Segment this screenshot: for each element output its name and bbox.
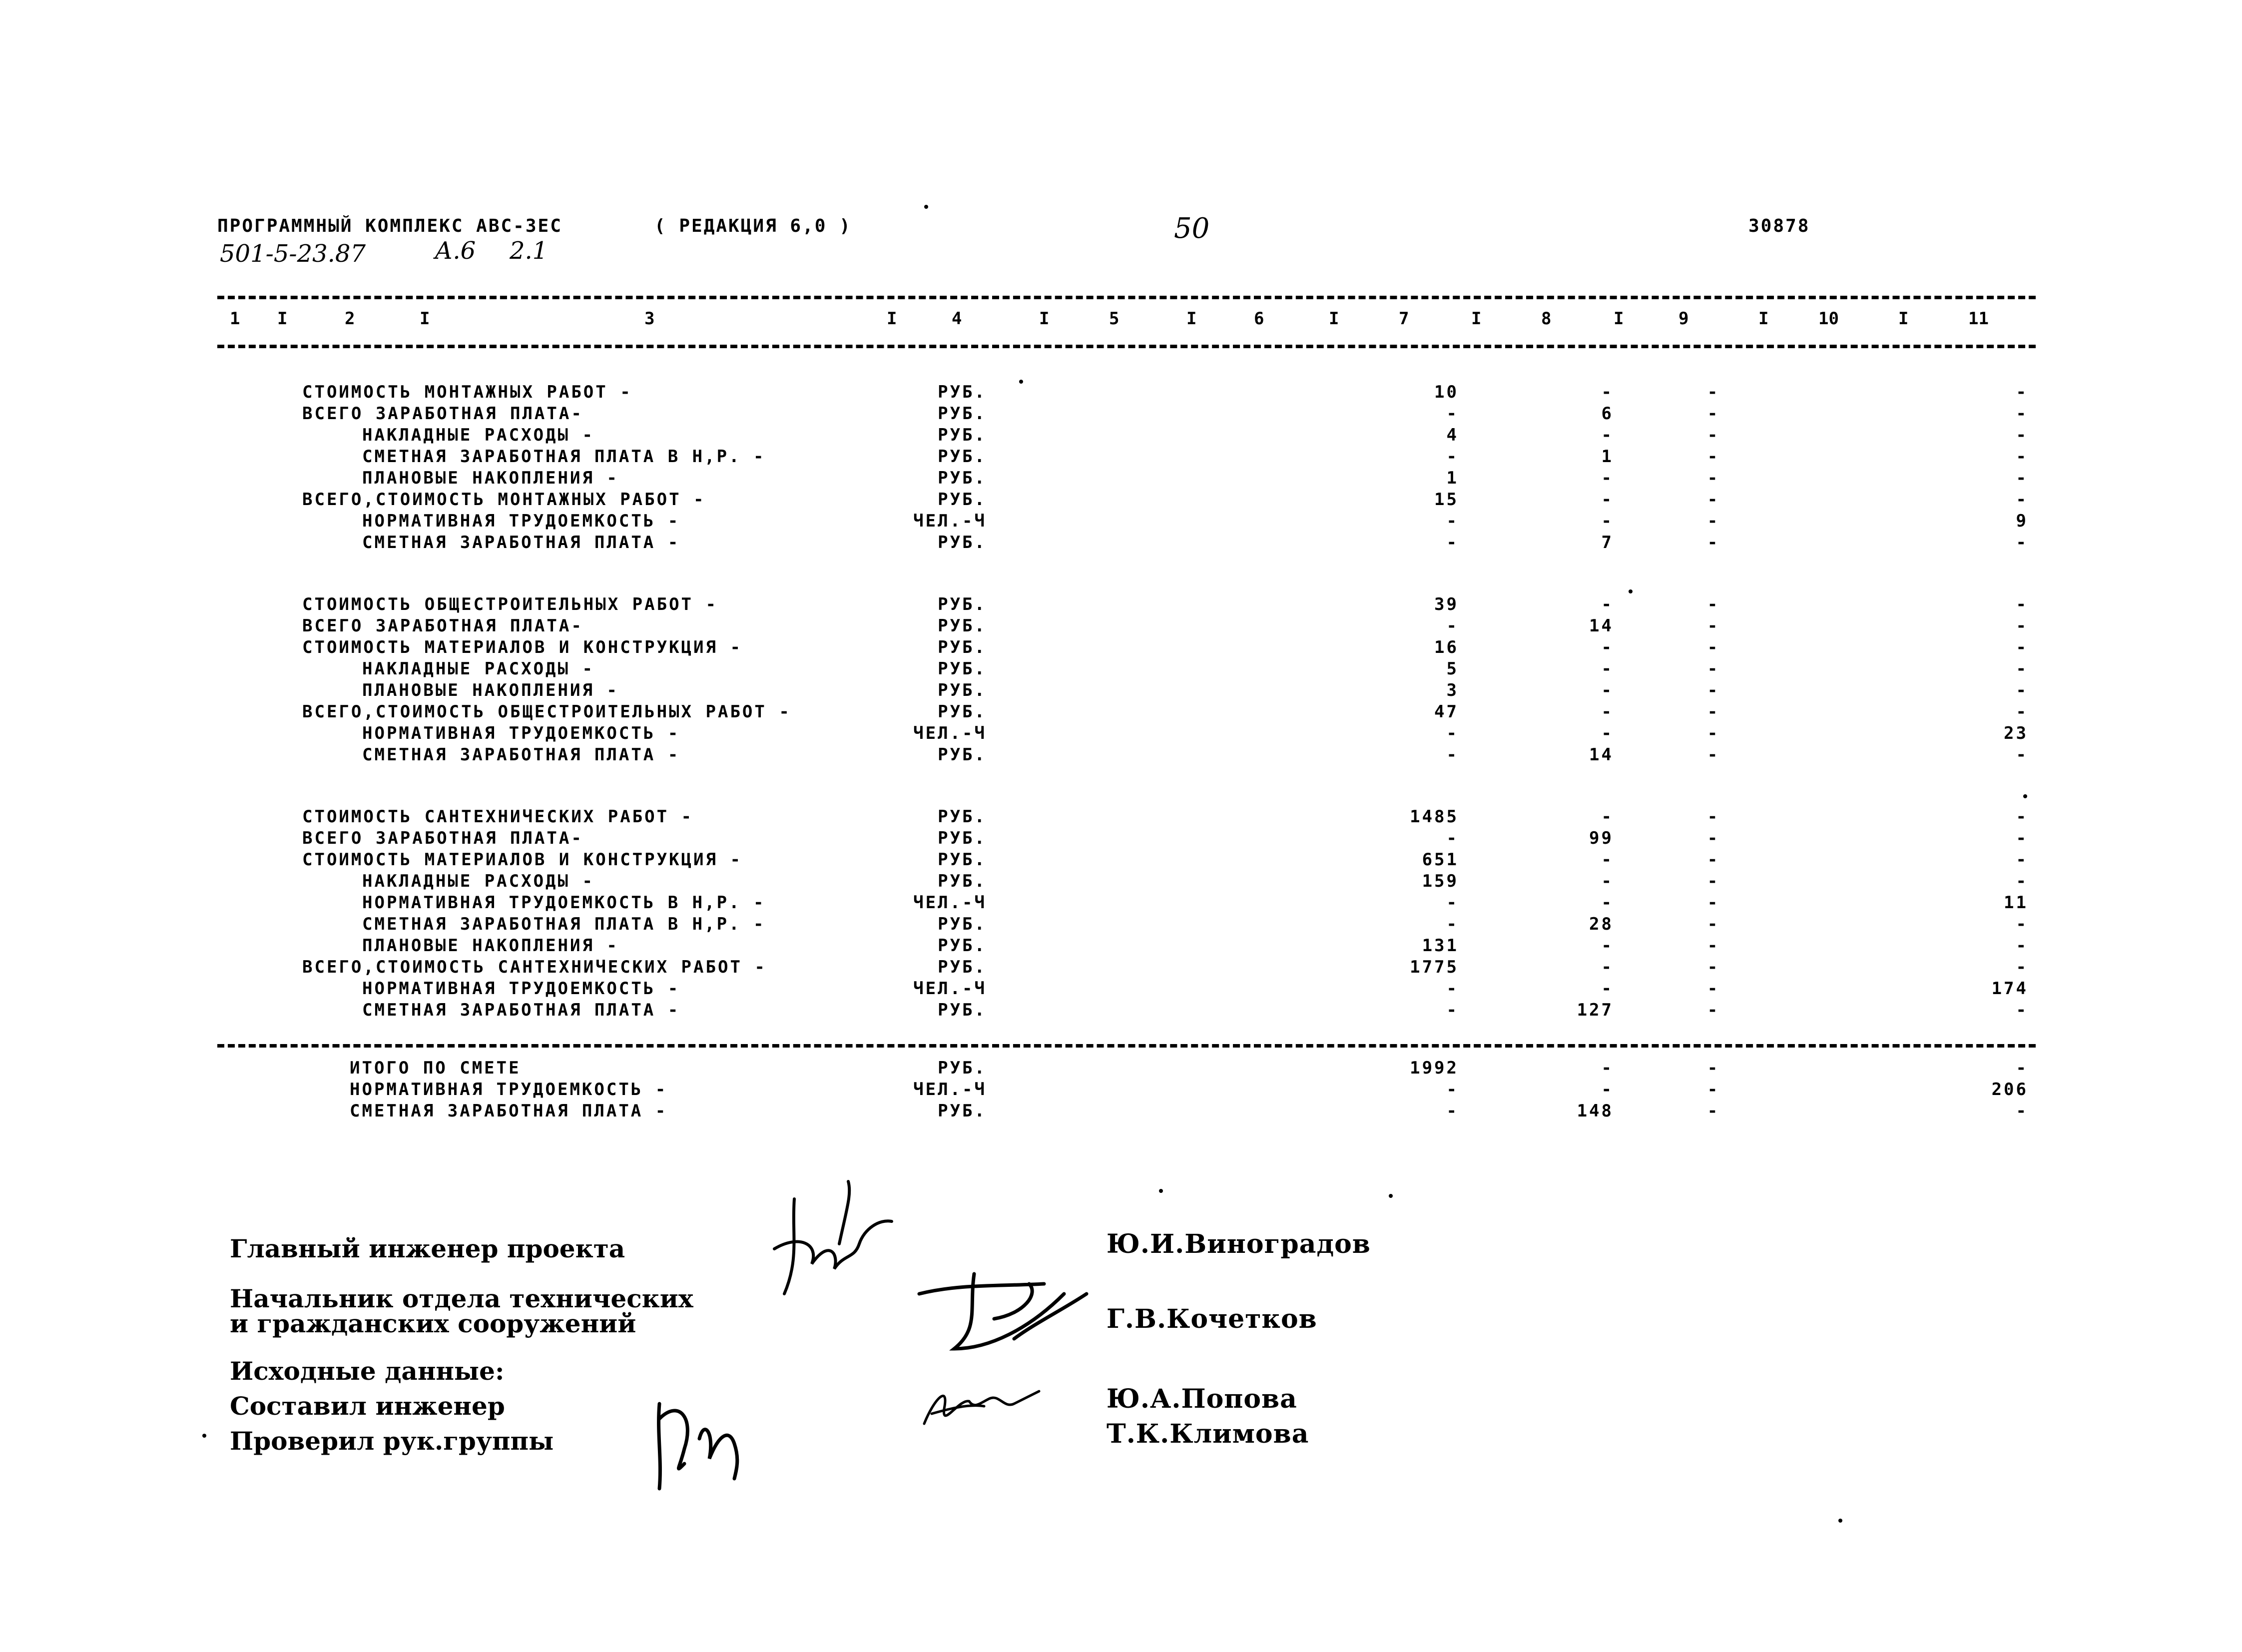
totals-col7-value: - [1446, 1101, 1459, 1121]
row-col8-value: - [1601, 637, 1614, 657]
row-col7-value: 159 [1422, 871, 1459, 891]
chief-engineer-signature [764, 1179, 904, 1329]
row-label: ВСЕГО,СТОИМОСТЬ МОНТАЖНЫХ РАБОТ - [302, 490, 706, 510]
column-number: 8 [1541, 309, 1552, 329]
row-col11-value: - [2016, 807, 2028, 827]
album-code: А.6 [435, 237, 476, 265]
table-row [0, 533, 2242, 554]
totals-col8-value: 148 [1577, 1101, 1614, 1121]
row-col7-value: - [1446, 828, 1459, 848]
row-col11-value: - [2016, 702, 2028, 722]
row-col7-value: 10 [1434, 382, 1459, 402]
row-col7-value: 1 [1446, 468, 1459, 488]
totals-col11-value: - [2016, 1101, 2028, 1121]
scan-speck [1389, 1194, 1393, 1198]
totals-col11-value: 206 [1991, 1080, 2028, 1100]
totals-col9-value: - [1707, 1101, 1720, 1121]
row-col7-value: 15 [1434, 490, 1459, 510]
row-col9-value: - [1707, 680, 1720, 700]
row-unit: РУБ. [938, 871, 987, 891]
row-col7-value: - [1446, 914, 1459, 934]
row-col7-value: 5 [1446, 659, 1459, 679]
row-col8-value: - [1601, 425, 1614, 445]
scan-speck [202, 1434, 206, 1438]
row-col11-value: - [2016, 404, 2028, 424]
row-col7-value: 39 [1434, 594, 1459, 614]
totals-row [0, 1080, 2242, 1101]
row-col8-value: - [1601, 957, 1614, 977]
row-unit: РУБ. [938, 850, 987, 870]
row-unit: РУБ. [938, 680, 987, 700]
table-row [0, 828, 2242, 850]
row-unit: РУБ. [938, 1000, 987, 1020]
table-row [0, 404, 2242, 426]
composed-signature [914, 1379, 1044, 1439]
row-col11-value: - [2016, 1000, 2028, 1020]
row-col7-value: 4 [1446, 425, 1459, 445]
row-unit: РУБ. [938, 594, 987, 614]
row-label: ВСЕГО,СТОИМОСТЬ САНТЕХНИЧЕСКИХ РАБОТ - [302, 957, 767, 977]
row-col11-value: - [2016, 745, 2028, 765]
col-sep: I [1471, 309, 1482, 329]
row-unit: РУБ. [938, 828, 987, 848]
row-col8-value: 127 [1577, 1000, 1614, 1020]
row-col9-value: - [1707, 957, 1720, 977]
row-col11-value: - [2016, 382, 2028, 402]
scan-speck [1159, 1189, 1163, 1193]
row-label: ВСЕГО,СТОИМОСТЬ ОБЩЕСТРОИТЕЛЬНЫХ РАБОТ - [302, 702, 791, 722]
row-unit: ЧЕЛ.-Ч [913, 893, 987, 913]
col-sep: I [1329, 309, 1339, 329]
row-col7-value: 1775 [1410, 957, 1459, 977]
row-unit: РУБ. [938, 490, 987, 510]
row-col7-value: - [1446, 893, 1459, 913]
row-col8-value: - [1601, 511, 1614, 531]
row-label: НОРМАТИВНАЯ ТРУДОЕМКОСТЬ - [362, 723, 680, 743]
row-col8-value: - [1601, 893, 1614, 913]
table-row [0, 425, 2242, 447]
table-row [0, 957, 2242, 979]
composed-role: Составил инженер [230, 1391, 505, 1421]
row-col8-value: 14 [1589, 745, 1614, 765]
table-row [0, 659, 2242, 681]
row-col8-value: 1 [1601, 447, 1614, 467]
row-col7-value: 131 [1422, 936, 1459, 956]
row-label: ВСЕГО ЗАРАБОТНАЯ ПЛАТА- [302, 404, 583, 424]
row-label: ПЛАНОВЫЕ НАКОПЛЕНИЯ - [362, 936, 619, 956]
checked-name: Т.К.Климова [1107, 1419, 1309, 1449]
row-col8-value: - [1601, 382, 1614, 402]
row-unit: ЧЕЛ.-Ч [913, 723, 987, 743]
row-col8-value: - [1601, 594, 1614, 614]
doc-code: 30878 [1748, 216, 1810, 236]
column-number: 5 [1109, 309, 1120, 329]
row-col9-value: - [1707, 745, 1720, 765]
col-sep: 1 [230, 309, 240, 329]
chief-engineer-name: Ю.И.Виноградов [1107, 1229, 1371, 1259]
scan-speck [924, 205, 928, 209]
table-row [0, 702, 2242, 724]
row-label: СМЕТНАЯ ЗАРАБОТНАЯ ПЛАТА - [362, 1000, 680, 1020]
column-number: 3 [644, 309, 655, 329]
composed-name: Ю.А.Попова [1107, 1384, 1297, 1414]
table-row [0, 511, 2242, 533]
row-col7-value: 1485 [1410, 807, 1459, 827]
col-sep: I [1898, 309, 1909, 329]
series-code: 501-5-23.87 [220, 240, 366, 268]
table-row [0, 807, 2242, 829]
row-col9-value: - [1707, 723, 1720, 743]
row-col9-value: - [1707, 1000, 1720, 1020]
source-data-label: Исходные данные: [230, 1356, 505, 1386]
table-row [0, 637, 2242, 659]
row-col9-value: - [1707, 511, 1720, 531]
table-row [0, 468, 2242, 490]
row-col11-value: - [2016, 637, 2028, 657]
checked-role: Проверил рук.группы [230, 1426, 554, 1456]
row-col8-value: 7 [1601, 533, 1614, 552]
row-col7-value: - [1446, 447, 1459, 467]
row-col9-value: - [1707, 447, 1720, 467]
program-title: ПРОГРАММНЫЙ КОМПЛЕКС АВС-ЗЕС [217, 216, 562, 236]
table-row [0, 850, 2242, 872]
table-row [0, 447, 2242, 469]
row-label: СМЕТНАЯ ЗАРАБОТНАЯ ПЛАТА В Н,Р. - [362, 914, 766, 934]
totals-rule [217, 1044, 2036, 1048]
dept-head-role-line2: и гражданских сооружений [230, 1309, 636, 1338]
table-row [0, 616, 2242, 638]
row-label: СМЕТНАЯ ЗАРАБОТНАЯ ПЛАТА - [362, 533, 680, 552]
dept-head-role-line1: Начальник отдела технических [230, 1284, 693, 1313]
row-label: СТОИМОСТЬ МОНТАЖНЫХ РАБОТ - [302, 382, 632, 402]
row-col9-value: - [1707, 659, 1720, 679]
row-col7-value: - [1446, 745, 1459, 765]
row-col11-value: - [2016, 533, 2028, 552]
row-col7-value: 16 [1434, 637, 1459, 657]
row-col11-value: - [2016, 659, 2028, 679]
row-unit: ЧЕЛ.-Ч [913, 979, 987, 999]
row-col7-value: - [1446, 511, 1459, 531]
totals-col8-value: - [1601, 1058, 1614, 1078]
row-col9-value: - [1707, 871, 1720, 891]
row-unit: РУБ. [938, 914, 987, 934]
totals-row [0, 1101, 2242, 1123]
row-col8-value: - [1601, 807, 1614, 827]
row-col7-value: 651 [1422, 850, 1459, 870]
column-number: 6 [1254, 309, 1264, 329]
row-unit: РУБ. [938, 447, 987, 467]
table-row [0, 914, 2242, 936]
row-col11-value: 9 [2016, 511, 2028, 531]
table-top-rule [217, 296, 2036, 299]
dept-head-name: Г.В.Кочетков [1107, 1304, 1317, 1334]
row-unit: РУБ. [938, 957, 987, 977]
row-label: НАКЛАДНЫЕ РАСХОДЫ - [362, 425, 594, 445]
row-col11-value: 174 [1991, 979, 2028, 999]
totals-col8-value: - [1601, 1080, 1614, 1100]
row-col9-value: - [1707, 828, 1720, 848]
row-col8-value: - [1601, 850, 1614, 870]
table-row [0, 893, 2242, 915]
row-col9-value: - [1707, 936, 1720, 956]
row-col8-value: - [1601, 659, 1614, 679]
row-label: НОРМАТИВНАЯ ТРУДОЕМКОСТЬ - [362, 979, 680, 999]
row-col9-value: - [1707, 637, 1720, 657]
totals-col9-value: - [1707, 1080, 1720, 1100]
table-row [0, 745, 2242, 767]
col-sep: I [1186, 309, 1197, 329]
row-col11-value: - [2016, 936, 2028, 956]
row-col9-value: - [1707, 807, 1720, 827]
row-col7-value: - [1446, 723, 1459, 743]
row-col9-value: - [1707, 533, 1720, 552]
row-unit: РУБ. [938, 659, 987, 679]
row-label: НОРМАТИВНАЯ ТРУДОЕМКОСТЬ - [362, 511, 680, 531]
totals-label: СМЕТНАЯ ЗАРАБОТНАЯ ПЛАТА - [350, 1101, 668, 1121]
row-col9-value: - [1707, 850, 1720, 870]
row-unit: РУБ. [938, 745, 987, 765]
table-row [0, 723, 2242, 745]
row-label: СТОИМОСТЬ МАТЕРИАЛОВ И КОНСТРУКЦИЯ - [302, 850, 742, 870]
section-code: 2.1 [510, 237, 548, 265]
row-unit: РУБ. [938, 425, 987, 445]
row-col11-value: - [2016, 425, 2028, 445]
row-col11-value: - [2016, 616, 2028, 636]
totals-unit: ЧЕЛ.-Ч [913, 1080, 987, 1100]
row-col7-value: 47 [1434, 702, 1459, 722]
row-col7-value: - [1446, 1000, 1459, 1020]
row-col8-value: - [1601, 979, 1614, 999]
page-number: 50 [1174, 212, 1210, 245]
scan-speck [1629, 589, 1633, 593]
col-sep: I [1758, 309, 1769, 329]
col-sep: I [277, 309, 288, 329]
row-col9-value: - [1707, 468, 1720, 488]
totals-col7-value: 1992 [1410, 1058, 1459, 1078]
row-col11-value: 11 [2004, 893, 2028, 913]
row-col8-value: - [1601, 468, 1614, 488]
row-col11-value: - [2016, 871, 2028, 891]
row-col11-value: - [2016, 468, 2028, 488]
row-label: СТОИМОСТЬ ОБЩЕСТРОИТЕЛЬНЫХ РАБОТ - [302, 594, 718, 614]
row-unit: РУБ. [938, 807, 987, 827]
row-label: НАКЛАДНЫЕ РАСХОДЫ - [362, 871, 594, 891]
row-col11-value: 23 [2004, 723, 2028, 743]
row-unit: РУБ. [938, 468, 987, 488]
row-col9-value: - [1707, 702, 1720, 722]
table-row [0, 382, 2242, 404]
row-unit: РУБ. [938, 404, 987, 424]
row-col7-value: - [1446, 616, 1459, 636]
scan-speck [1019, 380, 1023, 384]
column-number: 10 [1818, 309, 1839, 329]
row-label: ВСЕГО ЗАРАБОТНАЯ ПЛАТА- [302, 616, 583, 636]
chief-engineer-role: Главный инженер проекта [230, 1234, 625, 1263]
row-label: ВСЕГО ЗАРАБОТНАЯ ПЛАТА- [302, 828, 583, 848]
program-edition: ( РЕДАКЦИЯ 6,0 ) [654, 216, 852, 236]
row-col9-value: - [1707, 979, 1720, 999]
column-number: 4 [952, 309, 962, 329]
totals-col7-value: - [1446, 1080, 1459, 1100]
dept-head-signature [914, 1264, 1099, 1359]
row-label: НАКЛАДНЫЕ РАСХОДЫ - [362, 659, 594, 679]
row-unit: РУБ. [938, 533, 987, 552]
totals-col9-value: - [1707, 1058, 1720, 1078]
column-number: 7 [1399, 309, 1409, 329]
col-sep: I [1039, 309, 1050, 329]
row-col9-value: - [1707, 594, 1720, 614]
row-col11-value: - [2016, 490, 2028, 510]
row-col8-value: - [1601, 723, 1614, 743]
column-number: 11 [1968, 309, 1989, 329]
table-row [0, 936, 2242, 958]
row-unit: РУБ. [938, 616, 987, 636]
row-unit: РУБ. [938, 637, 987, 657]
col-sep: I [1614, 309, 1624, 329]
row-col8-value: - [1601, 702, 1614, 722]
totals-row [0, 1058, 2242, 1080]
row-unit: РУБ. [938, 382, 987, 402]
table-row [0, 871, 2242, 893]
column-number: 9 [1679, 309, 1689, 329]
totals-unit: РУБ. [938, 1101, 987, 1121]
col-sep: I [420, 309, 430, 329]
row-col11-value: - [2016, 914, 2028, 934]
column-number-row [0, 309, 2242, 332]
row-col11-value: - [2016, 680, 2028, 700]
row-col8-value: - [1601, 871, 1614, 891]
row-col11-value: - [2016, 850, 2028, 870]
row-col8-value: - [1601, 490, 1614, 510]
totals-unit: РУБ. [938, 1058, 987, 1078]
table-header-rule [217, 345, 2036, 348]
row-label: ПЛАНОВЫЕ НАКОПЛЕНИЯ - [362, 468, 619, 488]
row-label: СМЕТНАЯ ЗАРАБОТНАЯ ПЛАТА - [362, 745, 680, 765]
row-col9-value: - [1707, 616, 1720, 636]
row-col9-value: - [1707, 893, 1720, 913]
row-col8-value: - [1601, 680, 1614, 700]
scan-speck [1838, 1519, 1842, 1523]
row-col9-value: - [1707, 425, 1720, 445]
row-label: ПЛАНОВЫЕ НАКОПЛЕНИЯ - [362, 680, 619, 700]
row-label: СТОИМОСТЬ МАТЕРИАЛОВ И КОНСТРУКЦИЯ - [302, 637, 742, 657]
row-unit: ЧЕЛ.-Ч [913, 511, 987, 531]
row-label: НОРМАТИВНАЯ ТРУДОЕМКОСТЬ В Н,Р. - [362, 893, 766, 913]
row-col11-value: - [2016, 957, 2028, 977]
row-col9-value: - [1707, 382, 1720, 402]
row-col11-value: - [2016, 447, 2028, 467]
row-unit: РУБ. [938, 702, 987, 722]
row-col11-value: - [2016, 828, 2028, 848]
row-col8-value: 28 [1589, 914, 1614, 934]
table-row [0, 680, 2242, 702]
row-col9-value: - [1707, 914, 1720, 934]
row-col9-value: - [1707, 404, 1720, 424]
checked-signature [649, 1389, 749, 1494]
row-col9-value: - [1707, 490, 1720, 510]
row-col8-value: 99 [1589, 828, 1614, 848]
column-number: 2 [345, 309, 355, 329]
table-row [0, 1000, 2242, 1022]
row-col8-value: - [1601, 936, 1614, 956]
table-row [0, 490, 2242, 512]
row-col7-value: - [1446, 979, 1459, 999]
table-row [0, 594, 2242, 616]
totals-col11-value: - [2016, 1058, 2028, 1078]
row-col11-value: - [2016, 594, 2028, 614]
row-label: СТОИМОСТЬ САНТЕХНИЧЕСКИХ РАБОТ - [302, 807, 694, 827]
row-unit: РУБ. [938, 936, 987, 956]
row-label: СМЕТНАЯ ЗАРАБОТНАЯ ПЛАТА В Н,Р. - [362, 447, 766, 467]
row-col7-value: - [1446, 404, 1459, 424]
table-row [0, 979, 2242, 1001]
totals-label: ИТОГО ПО СМЕТЕ [350, 1058, 521, 1078]
row-col7-value: 3 [1446, 680, 1459, 700]
totals-label: НОРМАТИВНАЯ ТРУДОЕМКОСТЬ - [350, 1080, 668, 1100]
row-col8-value: 6 [1601, 404, 1614, 424]
row-col7-value: - [1446, 533, 1459, 552]
scan-speck [2023, 794, 2027, 798]
col-sep: I [887, 309, 897, 329]
row-col8-value: 14 [1589, 616, 1614, 636]
